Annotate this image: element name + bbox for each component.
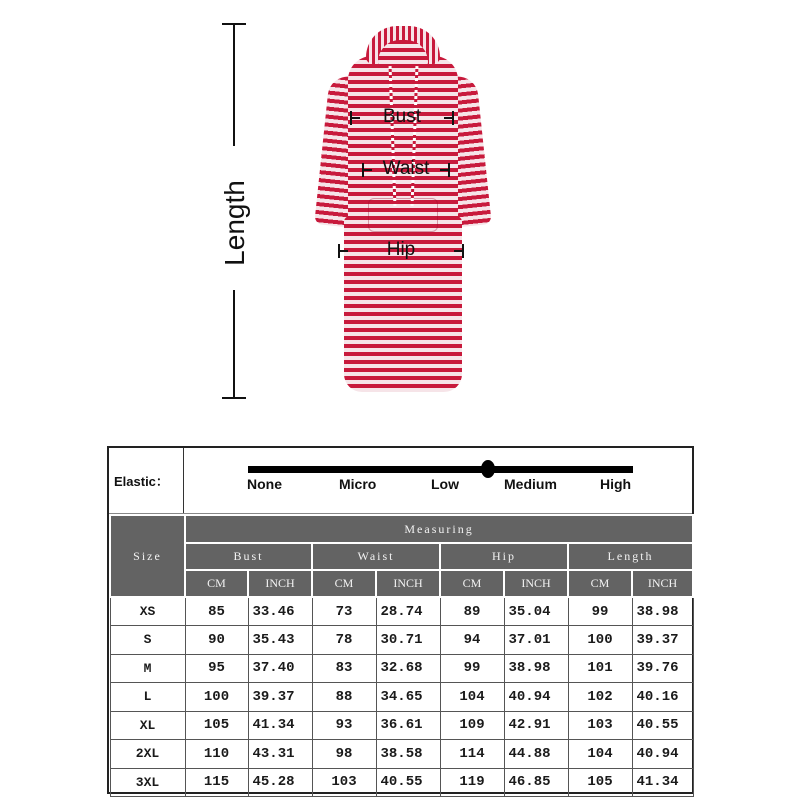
table-row-xs	[110, 597, 693, 626]
table-row-xl	[110, 711, 693, 740]
length-inch-cell: 39.37	[632, 626, 693, 655]
hip-measure-marker	[338, 238, 464, 262]
unit-header-inch: INCH	[248, 570, 312, 597]
hip-inch-cell: 46.85	[504, 768, 568, 797]
size-cell: 2XL	[110, 740, 185, 769]
bust-inch-cell: 39.37	[248, 683, 312, 712]
bust-inch-cell: 43.31	[248, 740, 312, 769]
dress-image	[318, 26, 488, 398]
length-inch-cell: 41.34	[632, 768, 693, 797]
waist-label: Waist	[382, 158, 430, 179]
measuring-header: Measuring	[185, 515, 693, 543]
waist-inch-cell: 36.61	[376, 711, 440, 740]
dress-pocket	[368, 198, 438, 232]
length-cm-cell: 99	[568, 597, 632, 626]
elastic-level-micro: Micro	[339, 476, 377, 492]
hip-inch-cell: 44.88	[504, 740, 568, 769]
bust-inch-cell: 45.28	[248, 768, 312, 797]
hip-cm-cell: 104	[440, 683, 504, 712]
unit-header-inch: INCH	[376, 570, 440, 597]
bust-header: Bust	[185, 543, 312, 570]
waist-cm-cell: 103	[312, 768, 376, 797]
length-line-cap-bottom	[222, 397, 246, 399]
table-row-2xl	[110, 740, 693, 769]
waist-cm-cell: 83	[312, 654, 376, 683]
elastic-level-high: High	[600, 476, 632, 492]
hip-cm-cell: 94	[440, 626, 504, 655]
hip-cm-cell: 99	[440, 654, 504, 683]
unit-header-inch: INCH	[504, 570, 568, 597]
length-header: Length	[568, 543, 693, 570]
table-row-m	[110, 654, 693, 683]
size-cell: L	[110, 683, 185, 712]
bust-cm-cell: 85	[185, 597, 248, 626]
waist-cm-cell: 88	[312, 683, 376, 712]
elastic-levels	[244, 476, 644, 496]
hip-inch-cell: 42.91	[504, 711, 568, 740]
waist-inch-cell: 30.71	[376, 626, 440, 655]
hip-header: Hip	[440, 543, 568, 570]
size-cell: XL	[110, 711, 185, 740]
bust-tick-right	[444, 117, 454, 119]
bust-inch-cell: 35.43	[248, 626, 312, 655]
waist-tick-right	[440, 169, 450, 171]
hip-cm-cell: 114	[440, 740, 504, 769]
hip-inch-cell: 37.01	[504, 626, 568, 655]
hip-inch-cell: 40.94	[504, 683, 568, 712]
length-inch-cell: 40.16	[632, 683, 693, 712]
bust-cm-cell: 110	[185, 740, 248, 769]
bust-tick-left	[350, 117, 360, 119]
length-inch-cell: 40.94	[632, 740, 693, 769]
size-cell: 3XL	[110, 768, 185, 797]
waist-cm-cell: 78	[312, 626, 376, 655]
waist-tick-left	[362, 169, 372, 171]
bust-inch-cell: 33.46	[248, 597, 312, 626]
hip-inch-cell: 38.98	[504, 654, 568, 683]
table-row-l	[110, 683, 693, 712]
waist-cm-cell: 98	[312, 740, 376, 769]
size-header: Size	[110, 515, 185, 597]
unit-header-cm: CM	[568, 570, 632, 597]
unit-header-inch: INCH	[632, 570, 693, 597]
hip-tick-right	[454, 250, 464, 252]
waist-header: Waist	[312, 543, 440, 570]
waist-inch-cell: 32.68	[376, 654, 440, 683]
length-inch-cell: 39.76	[632, 654, 693, 683]
length-cm-cell: 103	[568, 711, 632, 740]
hip-label: Hip	[386, 239, 416, 260]
bust-label: Bust	[382, 106, 422, 127]
table-row-3xl	[110, 768, 693, 797]
elastic-track	[248, 466, 633, 473]
hip-cm-cell: 109	[440, 711, 504, 740]
hip-cm-cell: 89	[440, 597, 504, 626]
length-cm-cell: 101	[568, 654, 632, 683]
length-line-bottom	[233, 290, 235, 398]
bust-cm-cell: 105	[185, 711, 248, 740]
bust-cm-cell: 115	[185, 768, 248, 797]
hip-tick-left	[338, 250, 348, 252]
waist-cm-cell: 73	[312, 597, 376, 626]
length-cm-cell: 100	[568, 626, 632, 655]
size-cell: S	[110, 626, 185, 655]
hip-cm-cell: 119	[440, 768, 504, 797]
elastic-row	[109, 448, 692, 514]
hip-inch-cell: 35.04	[504, 597, 568, 626]
waist-inch-cell: 28.74	[376, 597, 440, 626]
unit-header-cm: CM	[312, 570, 376, 597]
bust-inch-cell: 41.34	[248, 711, 312, 740]
table-row-s	[110, 626, 693, 655]
bust-measure-marker	[350, 105, 454, 129]
bust-cm-cell: 90	[185, 626, 248, 655]
bust-inch-cell: 37.40	[248, 654, 312, 683]
length-label: Length	[219, 180, 250, 266]
waist-measure-marker	[362, 157, 450, 181]
size-chart	[107, 446, 694, 794]
length-inch-cell: 38.98	[632, 597, 693, 626]
elastic-level-none: None	[247, 476, 282, 492]
elastic-label: Elastic：	[109, 448, 184, 513]
size-cell: XS	[110, 597, 185, 626]
length-inch-cell: 40.55	[632, 711, 693, 740]
size-cell: M	[110, 654, 185, 683]
elastic-level-medium: Medium	[504, 476, 557, 492]
size-table	[109, 514, 694, 797]
waist-inch-cell: 40.55	[376, 768, 440, 797]
waist-inch-cell: 38.58	[376, 740, 440, 769]
waist-inch-cell: 34.65	[376, 683, 440, 712]
elastic-level-low: Low	[431, 476, 459, 492]
unit-header-cm: CM	[185, 570, 248, 597]
length-line-top	[233, 23, 235, 146]
length-cm-cell: 105	[568, 768, 632, 797]
bust-cm-cell: 100	[185, 683, 248, 712]
elastic-scale	[184, 448, 692, 513]
bust-cm-cell: 95	[185, 654, 248, 683]
waist-cm-cell: 93	[312, 711, 376, 740]
length-cm-cell: 102	[568, 683, 632, 712]
unit-header-cm: CM	[440, 570, 504, 597]
length-cm-cell: 104	[568, 740, 632, 769]
